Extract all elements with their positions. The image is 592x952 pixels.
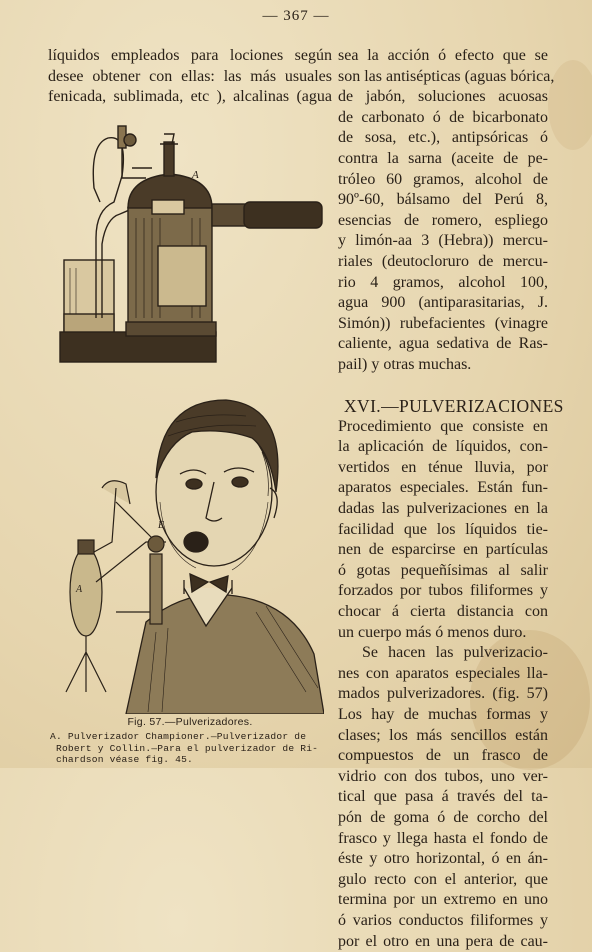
text-line: por el otro en una pera de cau- xyxy=(338,932,548,950)
text-line: de jabón, soluciones acuosas xyxy=(338,88,548,106)
text-line: frasco y llega hasta el fondo de xyxy=(338,829,548,847)
text-line: aparatos especiales. Están fun- xyxy=(338,479,548,497)
text-line: contra la sarna (aceite de pe- xyxy=(338,149,548,167)
page-number: — 367 — xyxy=(262,8,330,24)
text-line: Los hay de muchas formas y xyxy=(338,706,548,723)
text-line: agua 900 (antiparasitarias, J. xyxy=(338,294,548,312)
text-line: caliente, agua sedativa de Ras- xyxy=(338,335,548,353)
figure-label-a: A xyxy=(192,169,199,181)
left-column-text xyxy=(48,46,332,108)
text-line: esencias de romero, espliego xyxy=(338,211,548,229)
section-heading: XVI.—PULVERIZACIONES xyxy=(344,396,564,417)
caption-line: chardson véase fig. 45. xyxy=(56,754,194,765)
text-line: un cuerpo más ó menos duro. xyxy=(338,623,527,641)
text-line: chocar á cierta distancia con xyxy=(338,603,548,621)
text-line: la aplicación de líquidos, con- xyxy=(338,438,548,456)
text-line: nes con aparatos especiales lla- xyxy=(338,664,548,682)
text-line: ó gotas pequeñísimas al salir xyxy=(338,561,548,579)
text-line: Se hacen las pulverizacio- xyxy=(362,644,548,662)
right-column-text xyxy=(338,46,564,952)
text-line: dadas las pulverizaciones en la xyxy=(338,500,548,518)
text-line: éste y otro horizontal, ó en án- xyxy=(338,850,548,868)
text-line: forzados por tubos filiformes y xyxy=(338,582,548,600)
text-line: vertidos en ténue lluvia, por xyxy=(338,458,548,476)
text-line: sea la acción ó efecto que se xyxy=(338,47,548,64)
figure-caption xyxy=(50,731,332,766)
text-line: Simón)) rubefacientes (vinagre xyxy=(338,314,548,332)
text-line: tical que pasa á través del ta- xyxy=(338,788,548,806)
blank-line xyxy=(338,376,548,397)
text-line: de carbonato ó de bicarbonato xyxy=(338,108,548,126)
paper-stain xyxy=(548,60,592,150)
text-line: rio 4 gramos, alcohol 100, xyxy=(338,273,548,291)
text-line: gulo recto con el anterior, que xyxy=(338,870,548,888)
text-line: riales (deutocloruro de mercu- xyxy=(338,252,548,270)
text-line: líquidos empleados para lociones según xyxy=(48,47,332,64)
text-line: y limón-aa 3 (Hebra)) mercu- xyxy=(338,232,548,250)
text-line: vidrio con dos tubos, uno ver- xyxy=(338,767,548,785)
text-line: pón de goma ó de corcho del xyxy=(338,808,548,826)
text-line: 90º-60, bálsamo del Perú 8, xyxy=(338,191,548,209)
figure-label-a: A xyxy=(76,584,83,595)
text-line: termina por un extremo en uno xyxy=(338,891,548,909)
text-line: de sosa, etc.), antipsóricas ó xyxy=(338,129,548,147)
text-line: desee obtener con ellas: las más usuales xyxy=(48,67,332,85)
text-line: tróleo 60 gramos, alcohol de xyxy=(338,170,548,188)
text-line: clases; los más sencillos están xyxy=(338,726,548,744)
caption-line: Robert y Collin.—Para el pulverizador de Ri- xyxy=(56,742,319,754)
text-line: compuestos de un frasco de xyxy=(338,747,548,765)
text-line: Procedimiento que consiste en xyxy=(338,417,548,435)
caption-line: A. Pulverizador Championer.—Pulverizador de xyxy=(50,731,307,742)
figure-label-e: E xyxy=(158,520,165,531)
text-line: pail) y otras muchas. xyxy=(338,355,472,373)
text-line: fenicada, sublimada, etc ), alcalinas (agua xyxy=(48,88,332,106)
inhalation-illustration xyxy=(56,392,324,714)
figure-caption-title: Fig. 57.—Pulverizadores. xyxy=(127,716,253,728)
text-line: son las antisépticas (aguas bórica, xyxy=(338,67,555,85)
text-line: facilidad que los líquidos tie- xyxy=(338,520,548,538)
text-line: mados pulverizadores. (fig. 57) xyxy=(338,685,548,703)
text-line: nen de esparcirse en partículas xyxy=(338,541,548,559)
apparatus-illustration xyxy=(56,118,326,374)
text-line: ó varios conductos filiformes y xyxy=(338,911,548,929)
